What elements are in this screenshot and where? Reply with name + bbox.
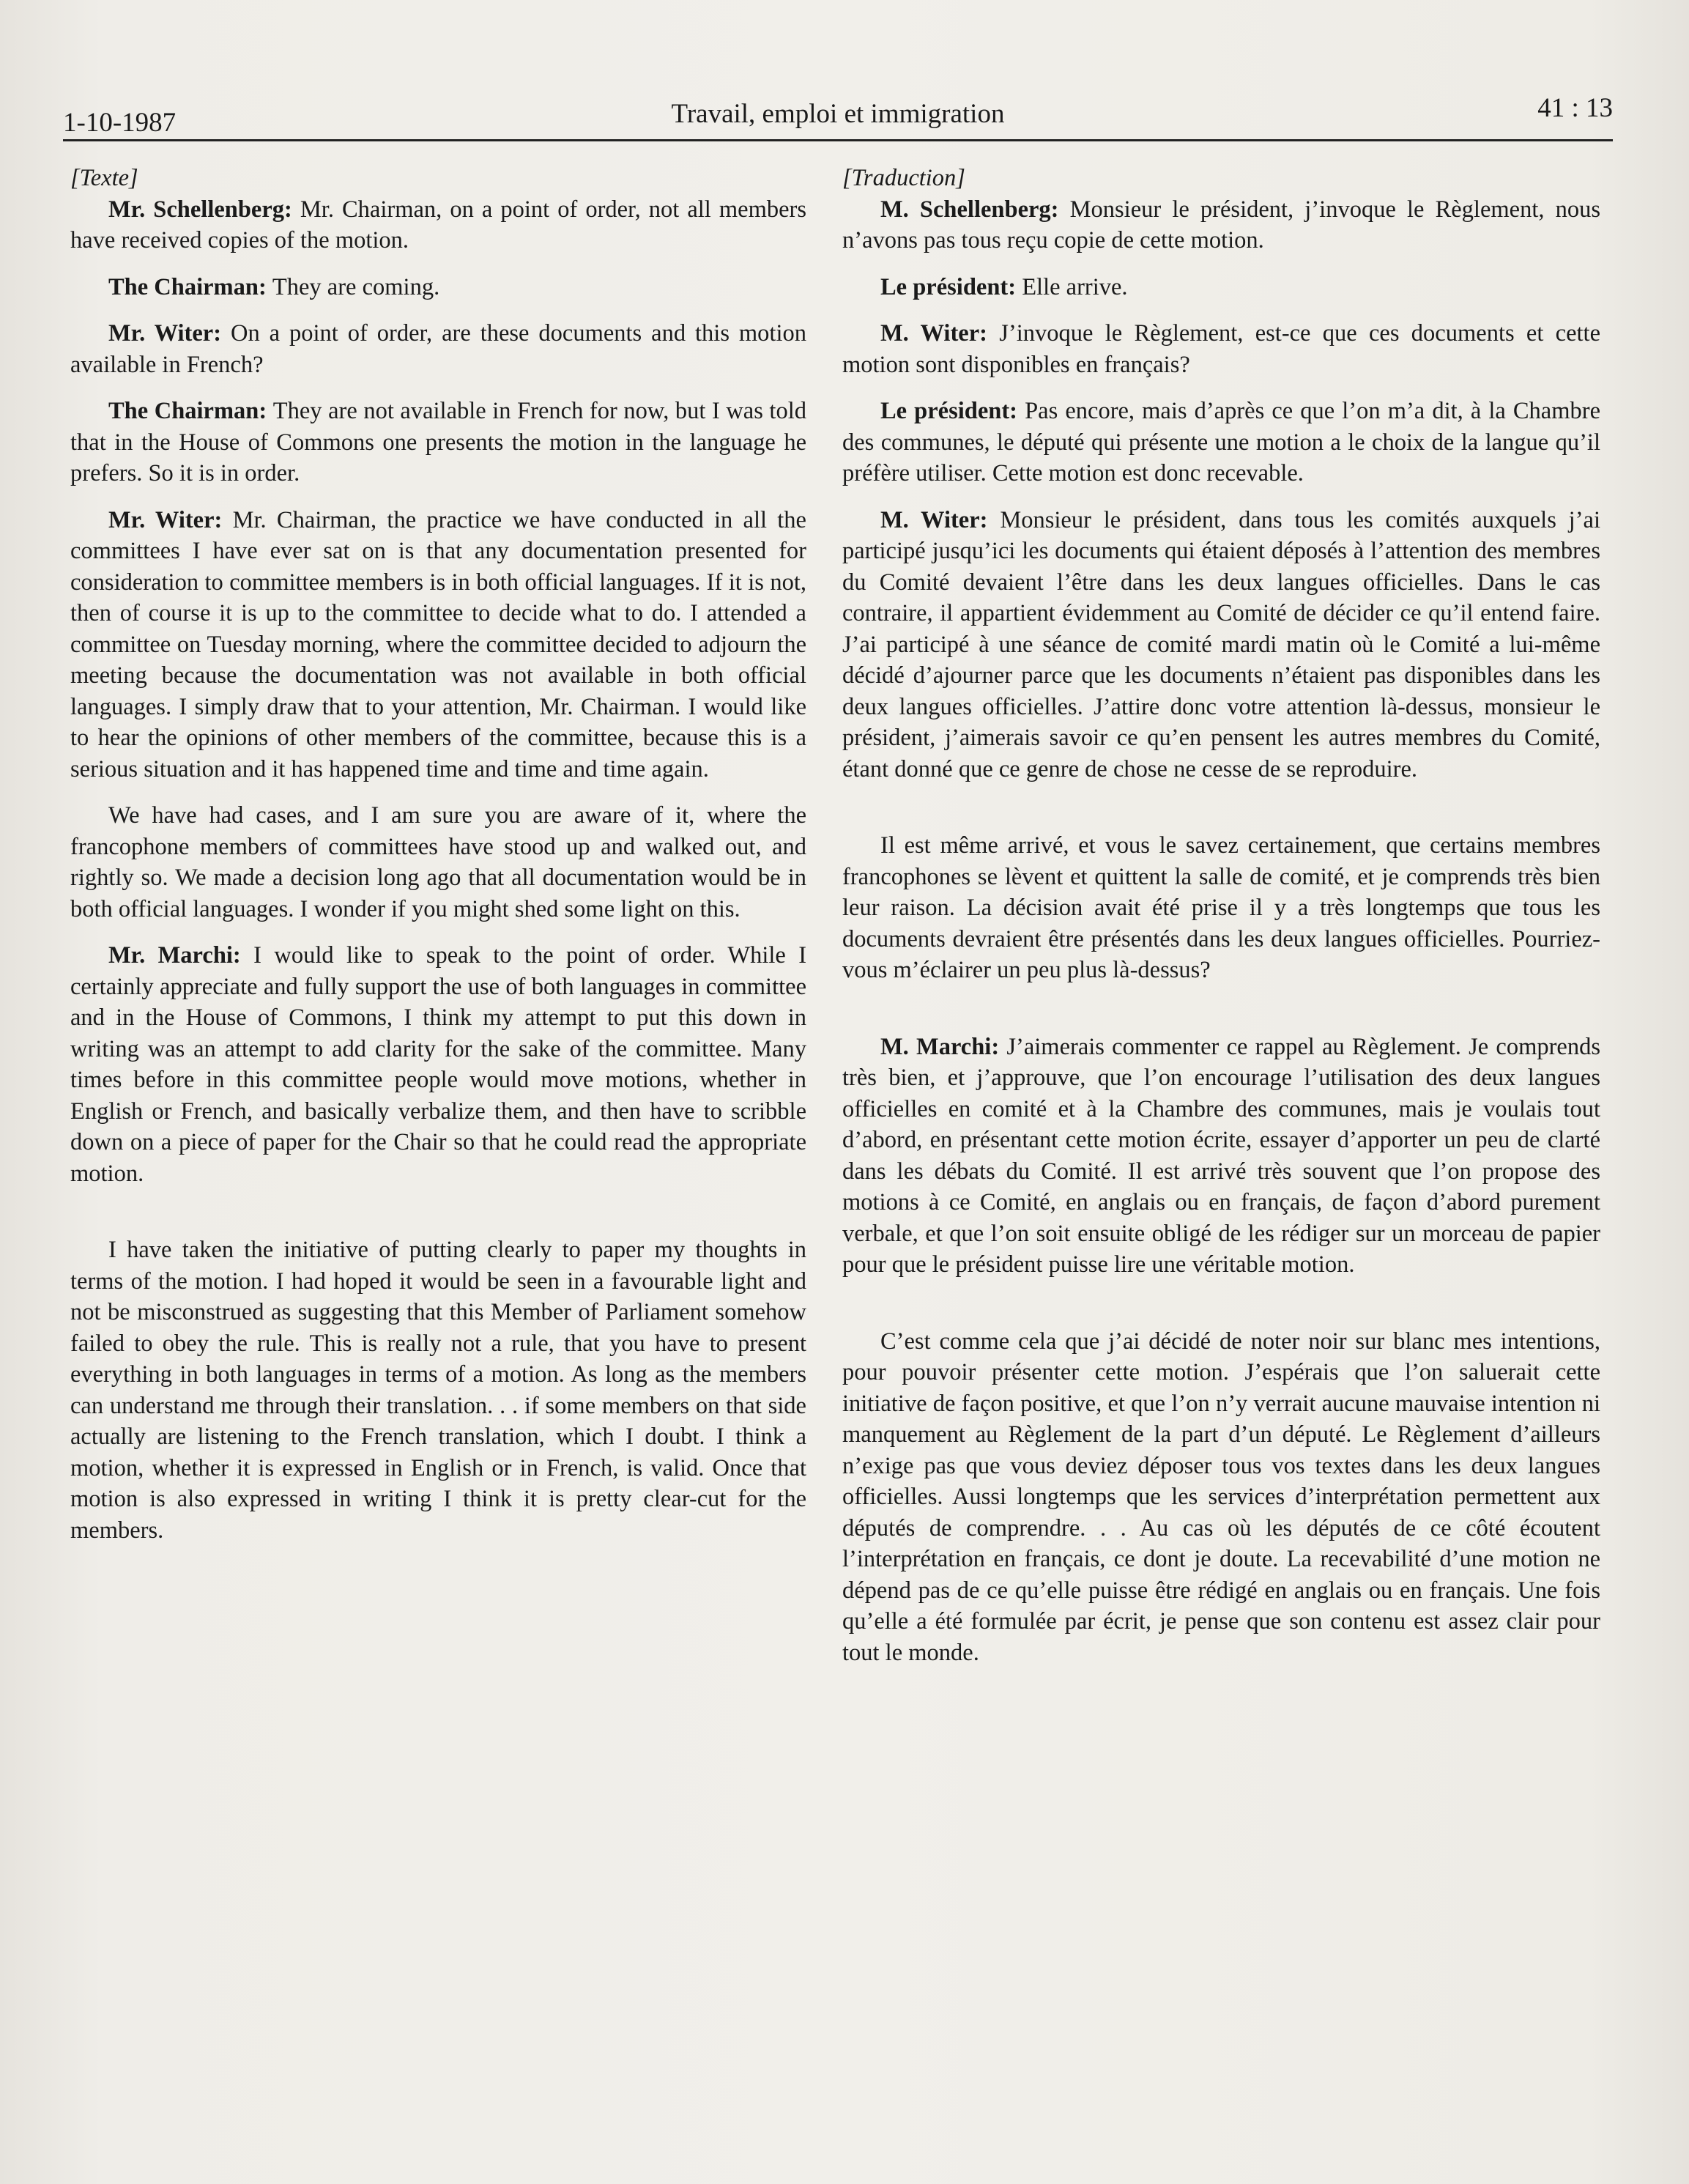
header-page-number: 41 : 13 [1537,93,1613,123]
speaker-name: M. Witer: [880,320,987,347]
speech-text: Monsieur le président, j’invoque le Règlement, nous n’avons pas tous reçu copie de cette motion. [842,196,1601,253]
speech-text: We have had cases, and I am sure you are aware of it, where the francophone members of committees have stood up and walked out, and rightly so. We made a decision long ago that all documentation would be in both official languages. I wonder if you might shed some light on this. [70,802,806,922]
paragraph [70,272,806,303]
section-label-texte: [Texte] [70,165,138,191]
paragraph [70,505,806,785]
right-column-french [842,163,1600,1684]
speaker-name: M. Witer: [880,506,988,533]
speech-text: They are coming. [272,273,440,300]
speech-text: I would like to speak to the point of order. While I certainly appreciate and fully support the use of both languages in committee and in the House of Commons, I think my attempt to put this down in writing was an attempt to add clarity for the sake of the committee. Many times before in this committee people would move motions, whether in English or French, and basically verbalize them, and then have to scribble down on a piece of paper for the Chair so that he could read the appropriate motion. [70,942,807,1187]
speaker-name: Le président: [880,398,1018,424]
speech-text: They are not available in French for now, but I was told that in the House of Commons one presents the motion in the language he prefers. So it is in order. [70,398,806,486]
paragraph [842,194,1600,256]
paragraph [70,800,806,925]
speaker-name: M. Schellenberg: [880,196,1059,223]
speech-text: Mr. Chairman, the practice we have conducted in all the committees I have ever sat on is that any documentation presented for consideration to committee members is in both official languages. If it is not, then of course it is up to the committee to decide what to do. I attended a committee on Tuesday morning, where the committee decided to adjourn the meeting because the documentation was not available in both official languages. I simply draw that to your attention, Mr. Chairman. I would like to hear the opinions of other members of the committee, because this is a serious situation and it has happened time and time and time again. [70,506,806,782]
speaker-name: Mr. Witer: [108,320,222,347]
speech-text: J’invoque le Règlement, est-ce que ces documents et cette motion sont disponibles en français? [842,320,1601,378]
paragraph [842,1326,1600,1669]
header-date: 1-10-1987 [63,108,177,138]
section-label-traduction: [Traduction] [842,165,965,191]
paragraph [842,272,1600,303]
speech-text: I have taken the initiative of putting clearly to paper my thoughts in terms of the motion. I had hoped it would be seen in a favourable light and not be misconstrued as suggesting that this Member of Parliament somehow failed to obey the rule. This is really not a rule, that you have to present everything in both languages in terms of a motion. As long as the members can understand me through their translation. . . if some members on that side actually are listening to the French translation, which I doubt. I think a motion, whether it is expressed in English or in French, is valid. Once that motion is also expressed in writing I think it is pretty clear-cut for the members. [70,1237,806,1544]
speech-text: Il est même arrivé, et vous le savez certainement, que certains membres francophones se lèvent et quittent la salle de comité, et je comprends très bien leur raison. La décision avait été prise il y a très longtemps que tous les documents devraient être présentés dans les deux langues officielles. Pourriez-vous m’éclairer un peu plus là-dessus? [842,832,1600,983]
speech-text: Elle arrive. [1022,273,1128,300]
speech-text: Mr. Chairman, on a point of order, not all members have received copies of the motion. [70,196,806,253]
paragraph [70,1234,806,1546]
speech-text: C’est comme cela que j’ai décidé de noter noir sur blanc mes intentions, pour pouvoir présenter cette motion. J’espérais que l’on saluerait cette initiative de façon positive, et que l’on n’y verrait aucune mauvaise intention ni manquement au Règlement de la part d’un député. Le Règlement d’ailleurs n’exige pas que vous deviez déposer tous vos textes dans les deux langues officielles. Aussi longtemps que les services d’interprétation permettent aux députés de comprendre. . . Au cas où les députés de ce côté écoutent l’interprétation en français, ce dont je doute. La recevabilité d’une motion ne dépend pas de ce qu’elle puisse être rédigé en anglais ou en français. Une fois qu’elle a été formulée par écrit, je pense que son contenu est assez clair pour tout le monde. [842,1328,1600,1666]
paragraph [842,830,1600,986]
speaker-name: M. Marchi: [880,1033,1000,1060]
paragraph [842,318,1600,380]
paragraph [842,505,1600,785]
speech-text: Pas encore, mais d’après ce que l’on m’a dit, à la Chambre des communes, le député qui présente une motion a le choix de la langue qu’il préfère utiliser. Cette motion est donc recevable. [842,398,1601,486]
speaker-name: Mr. Schellenberg: [108,196,292,223]
speaker-name: Mr. Witer: [108,506,223,533]
page-header [63,86,1613,141]
speech-text: J’aimerais commenter ce rappel au Règlement. Je comprends très bien, et j’approuve, que l’on encourage l’utilisation des deux langues officielles en comité et à la Chambre des communes, mais je voulais tout d’abord, en présentant cette motion écrite, essayer d’apporter un peu de clarté dans les débats du Comité. Il est arrivé très souvent que l’on propose des motions à ce Comité, en anglais ou en français, de façon d’abord purement verbale, et que l’on soit ensuite obligé de les rédiger sur un morceau de papier pour que le président puisse lire une véritable motion. [842,1033,1601,1278]
speaker-name: The Chairman: [108,273,267,300]
speech-text: Monsieur le président, dans tous les comités auxquels j’ai participé jusqu’ici les documents qui étaient déposés à l’attention des membres du Comité devaient l’être dans les deux langues officielles. Dans le cas contraire, il appartient évidemment au Comité de décider ce qu’il entend faire. J’ai participé à une séance de comité mardi matin où le Comité a lui-même décidé d’ajourner parce que les documents n’étaient pas disponibles dans les deux langues officielles. J’attire donc votre attention là-dessus, monsieur le président, j’aimerais savoir ce qu’en pensent les autres membres du Comité, étant donné que ce genre de chose ne cesse de se reproduire. [842,506,1600,782]
paragraph [70,194,806,256]
header-title: Travail, emploi et immigration [671,99,1005,129]
speaker-name: Mr. Marchi: [108,942,241,969]
paragraph [70,318,806,380]
paragraph [70,940,806,1189]
left-column-english [70,163,806,1561]
paragraph [842,396,1600,489]
speaker-name: Le président: [880,273,1017,300]
paragraph [70,396,806,489]
speaker-name: The Chairman: [108,398,267,424]
paragraph [842,1032,1600,1281]
speech-text: On a point of order, are these documents and this motion available in French? [70,320,806,378]
